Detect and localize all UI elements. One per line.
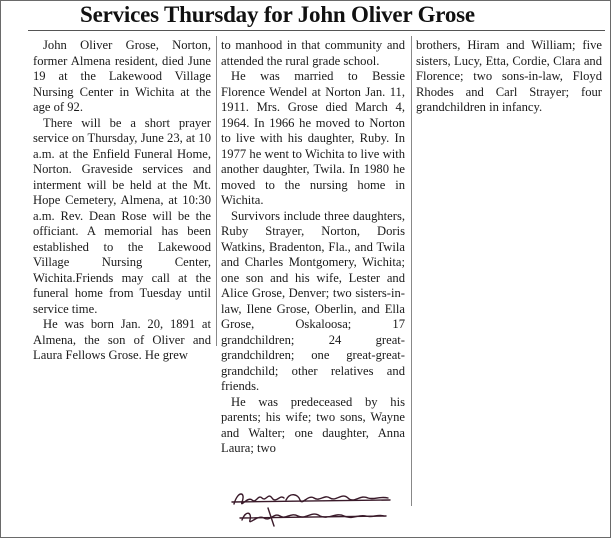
paragraph: He was predeceased by his parents; his wife; two sons, Wayne and Walter; one daughter, Anna Laura; two [221,394,405,455]
article-column-2 [221,38,405,457]
headline-rule [28,30,605,31]
column-divider [216,36,217,346]
paragraph: He was born Jan. 20, 1891 at Almena, the son of Oliver and Laura Fellows Grose. He grew [33,317,211,362]
paragraph: brothers, Hiram and William; five sisters, Lucy, Etta, Cordie, Clara and Florence; two sons-in-law, Floyd Rhodes and Carl Strayer; four grandchildren in infancy. [416,38,602,114]
paragraph: There will be a short prayer service on Thursday, June 23, at 10 a.m. at the Enfield Funeral Home, Norton. Graveside services and interment will be held at the Mt. Hope Cemetery, Almena, at 10:30 a.m. Rev. Dean Rose will be the officiant. A memorial has been established to the Lakewood Village Nursing Center, Wichita.Friends may call at the funeral home from Tuesday until service time. [33,115,211,316]
paragraph: John Oliver Grose, Norton, former Almena resident, died June 19 at the Lakewood Village Nursing Center in Wichita at the age of 92. [33,38,211,114]
headline: Services Thursday for John Oliver Grose [80,2,475,27]
paragraph: He was married to Bessie Florence Wendel at Norton Jan. 11, 1911. Mrs. Grose died March 4, 1964. In 1966 he moved to Norton to live with his daughter, Ruby. In 1977 he went to Wichita to live with another daughter, Twila. In 1980 he moved to the nursing home in Wichita. [221,69,405,207]
newspaper-clipping [28,0,605,536]
handwritten-signature-icon [228,486,398,530]
article-column-3 [416,38,602,116]
column-divider [411,36,412,506]
paragraph: Survivors include three daughters, Ruby Strayer, Norton, Doris Watkins, Bradenton, Fla., and Twila and Charles Montgomery, Wichita; one son and his wife, Lester and Alice Grose, Denver; two sisters-in-law, Ilene Grose, Oberlin, and Ella Grose, Oskaloosa; 17 grandchildren; 24 great-grandchildren; one great-great-grandchild; other relatives and friends. [221,208,405,393]
paragraph: to manhood in that community and attended the rural grade school. [221,38,405,68]
article-column-1 [33,38,211,364]
